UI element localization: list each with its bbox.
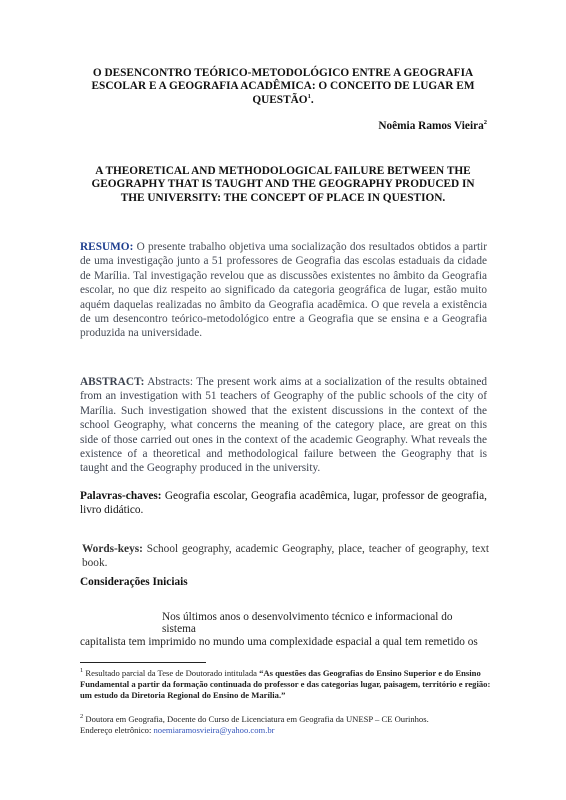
author-text: Noêmia Ramos Vieira bbox=[378, 120, 484, 132]
body-text-line: Nos últimos anos o desenvolvimento técnico e informacional do sistema bbox=[162, 611, 453, 635]
keywords-text: Geografia escolar, Geografia acadêmica, lugar, professor de geografia, livro didático. bbox=[80, 490, 487, 517]
footnote-2-number: 2 bbox=[80, 713, 84, 721]
author-footnote-marker: 2 bbox=[483, 119, 487, 127]
abstract-label: ABSTRACT: bbox=[80, 376, 145, 388]
paper-title-portuguese bbox=[80, 67, 486, 107]
keywords-label: Palavras-chaves: bbox=[80, 490, 162, 502]
footnote-1-number: 1 bbox=[80, 667, 84, 675]
footnote-1 bbox=[80, 668, 492, 700]
words-keys-label: Words-keys: bbox=[82, 543, 143, 555]
footnote-1-thesis-title: “As questões das Geografias do Ensino Superior e do Ensino Fundamental a partir da formação continuada do professor e das categorias lugar, paisagem, território e região: um estudo da Diretoria Regional do Ensino de Marília.” bbox=[80, 668, 491, 700]
words-keys-text: School geography, academic Geography, place, teacher of geography, text book. bbox=[82, 543, 489, 570]
title-pt-text: O DESENCONTRO TEÓRICO-METODOLÓGICO ENTRE A GEOGRAFIA ESCOLAR E A GEOGRAFIA ACADÊMICA: O CONCEITO DE LUGAR EM QUESTÃO bbox=[91, 67, 475, 106]
paper-title-english: A THEORETICAL AND METHODOLOGICAL FAILURE BETWEEN THE GEOGRAPHY THAT IS TAUGHT AND THE GEOGRAPHY PRODUCED IN THE UNIVERSITY: THE CONCEPT OF PLACE IN QUESTION. bbox=[91, 165, 475, 204]
footnote-1-prefix: Resultado parcial da Tese de Doutorado intitulada bbox=[83, 668, 260, 678]
body-text-line: capitalista tem imprimido no mundo uma complexidade espacial a qual tem remetido os bbox=[80, 636, 478, 648]
author-name bbox=[378, 120, 487, 132]
section-heading: Considerações Iniciais bbox=[80, 576, 188, 588]
resumo-label: RESUMO: bbox=[80, 241, 134, 253]
resumo-text: O presente trabalho objetiva uma socialização dos resultados obtidos a partir de uma investigação junto a 51 professores de Geografia das escolas estaduais da cidade de Marília. Tal investigação revelou que as discussões existentes no âmbito da Geografia escolar, no que diz respeito ao significado da categoria geográfica de lugar, estão muito aquém daquelas realizadas no âmbito da Geografia acadêmica. O que revela a existência de um desencontro teórico-metodológico entre a Geografia que se ensina e a Geografia produzida na universidade. bbox=[80, 241, 487, 340]
email-label: Endereço eletrônico: bbox=[80, 724, 154, 735]
email-link[interactable]: noemiaramosvieira@yahoo.com.br bbox=[153, 724, 275, 735]
title-pt-period: . bbox=[310, 93, 314, 106]
resumo-paragraph bbox=[80, 240, 487, 341]
footnote-divider bbox=[80, 662, 206, 663]
title-footnote-marker: 1 bbox=[307, 93, 311, 101]
abstract-paragraph bbox=[80, 375, 487, 476]
footnote-2-text: Doutora em Geografia, Docente do Curso de Licenciatura em Geografia da UNESP – CE Ourinhos. bbox=[83, 714, 429, 724]
footnote-2 bbox=[80, 714, 492, 736]
abstract-text: Abstracts: The present work aims at a socialization of the results obtained from an investigation with 51 teachers of Geography of the public schools of the city of Marília. Such investigation showed that the existent discussions in the context of the school Geography, what concerns the meaning of the category place, are great on this side of those carried out ones in the context of the academic Geography. What reveals the existence of a theoretical and methodological failure between the Geography that is taught and the Geography produced in the university. bbox=[80, 376, 487, 475]
keywords-paragraph bbox=[80, 489, 487, 518]
words-keys-paragraph bbox=[82, 542, 489, 571]
